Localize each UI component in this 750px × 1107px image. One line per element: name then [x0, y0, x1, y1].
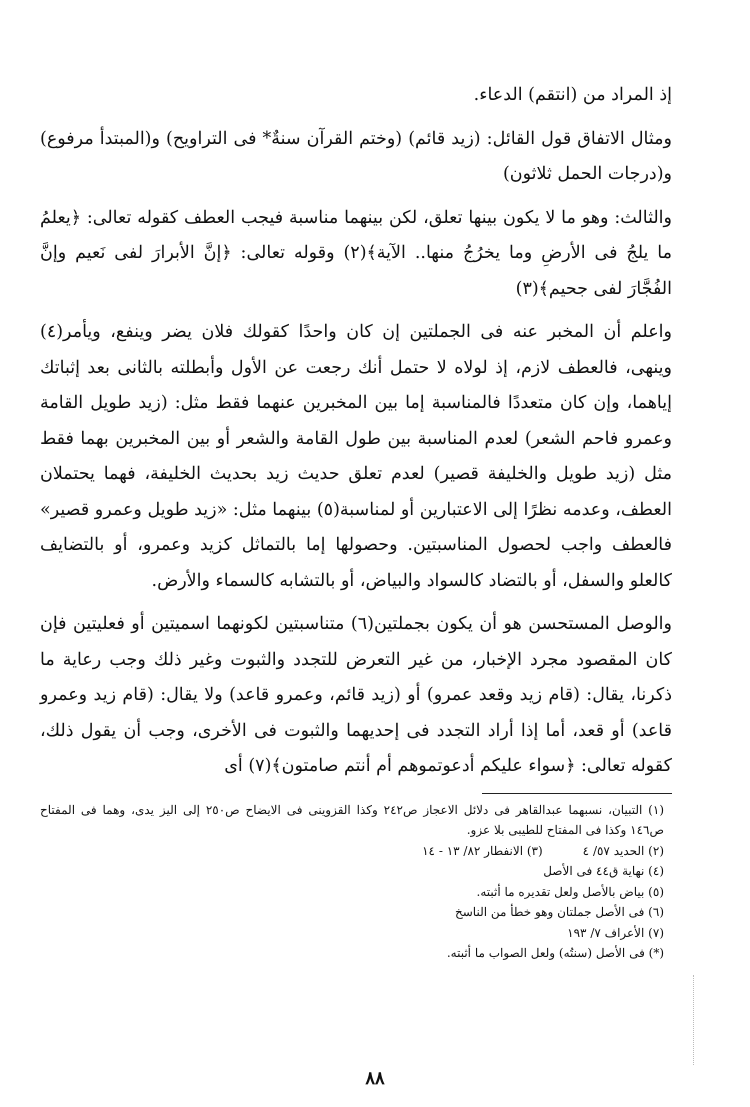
page-body	[40, 78, 672, 964]
footnote-6: (٦) فى الأصل جملتان وهو خطأ من الناسخ	[454, 905, 664, 919]
paragraph-5: والوصل المستحسن هو أن يكون بجملتين(٦) متناسبتين لكونهما اسميتين أو فعليتين فإن كان المقصود مجرد الإخبار، من غير التعرض للتجدد والثبوت وغير ذلك وجب رعاية ما ذكرنا، يقال: (قام زيد وقعد عمرو) أو (زيد قائم، وعمرو قاعد) ولا يقال: (قام زيد وعمرو قاعد) أو قعد، أما إذا أراد التجدد فى إحديهما والثبوت فى الأخرى، وجب أن يقول ذلك، كقوله تعالى: ﴿سواء عليكم أدعوتموهم أم أنتم صامتون﴾(٧) أى	[40, 614, 672, 776]
paragraph-2: ومثال الاتفاق قول القائل: (زيد قائم) (وختم القرآن سنةٌ* فى التراويح) و(المبتدأ مرفوع) و(درجات الحمل ثلاثون)	[40, 128, 672, 184]
footnote-7: (٧) الأعراف ٧/ ١٩٣	[567, 925, 664, 940]
footnote-4: (٤) نهاية ق٤٤ فى الأصل	[543, 864, 664, 878]
footnote-5: (٥) بياض بالأصل ولعل تقديره ما أثبته.	[476, 884, 664, 899]
footnote-1: (١) التبيان، نسبهما عبدالقاهر فى دلائل الاعجاز ص٢٤٢ وكذا القزوينى فى الايضاح ص٢٥٠ إلى اليز يدى، وهما فى المفتاح ص١٤٦ وكذا فى المفتاح للطيبى بلا عزو.	[40, 802, 664, 837]
paragraph-1: إذ المراد من (انتقم) الدعاء.	[473, 85, 672, 105]
footnote-star: (*) فى الأصل (سنتُه) ولعل الصواب ما أثبته.	[446, 946, 664, 960]
footnote-row-2-3	[40, 841, 672, 862]
margin-dots	[693, 975, 696, 1065]
page-number: ٨٨	[365, 1068, 385, 1089]
paragraph-4: واعلم أن المخبر عنه فى الجملتين إن كان واحدًا كقولك فلان يضر وينفع، ويأمر(٤) وينهى، فالعطف لازم، إذ لولاه لا حتمل أنك رجعت عن الأول وأبطلته بالثانى بعد إثباتك إياهما، وإن كان متعددًا فالمناسبة إما بين المخبرين عنهما فقط مثل: (زيد طويل القامة وعمرو فاحم الشعر) لعدم المناسبة بين طول القامة والشعر أو بين المخبرين بهما فقط مثل (زيد طويل والخليفة قصير) لعدم تعلق حديث زيد بحديث الخليفة، فهما يحتملان العطف، وعدمه نظرًا إلى الاعتبارين أو لمناسبة(٥) بينهما مثل: «زيد طويل وعمرو قصير» فالعطف واجب لحصول المناسبتين. وحصولها إما بالتماثل كزيد وعمرو، أو بالتضايف كالعلو والسفل، أو بالتضاد كالسواد والبياض، أو بالتشابه كالسماء والأرض.	[40, 322, 672, 591]
footnote-3: (٣) الانفطار ٨٢/ ١٣ - ١٤	[422, 843, 543, 858]
footnote-2: (٢) الحديد ٥٧/ ٤	[582, 843, 664, 858]
paragraph-3: والثالث: وهو ما لا يكون بينها تعلق، لكن بينهما مناسبة فيجب العطف كقوله تعالى: ﴿يعلمُ ما يلجُ فى الأرضِ وما يخرُجُ منها.. الآية﴾(٢) وقوله تعالى: ﴿إنَّ الأبرارَ لفى نَعيم وإنَّ الفُجَّارَ لفى جحيم﴾(٣)	[40, 207, 673, 299]
footnote-divider	[482, 793, 672, 794]
